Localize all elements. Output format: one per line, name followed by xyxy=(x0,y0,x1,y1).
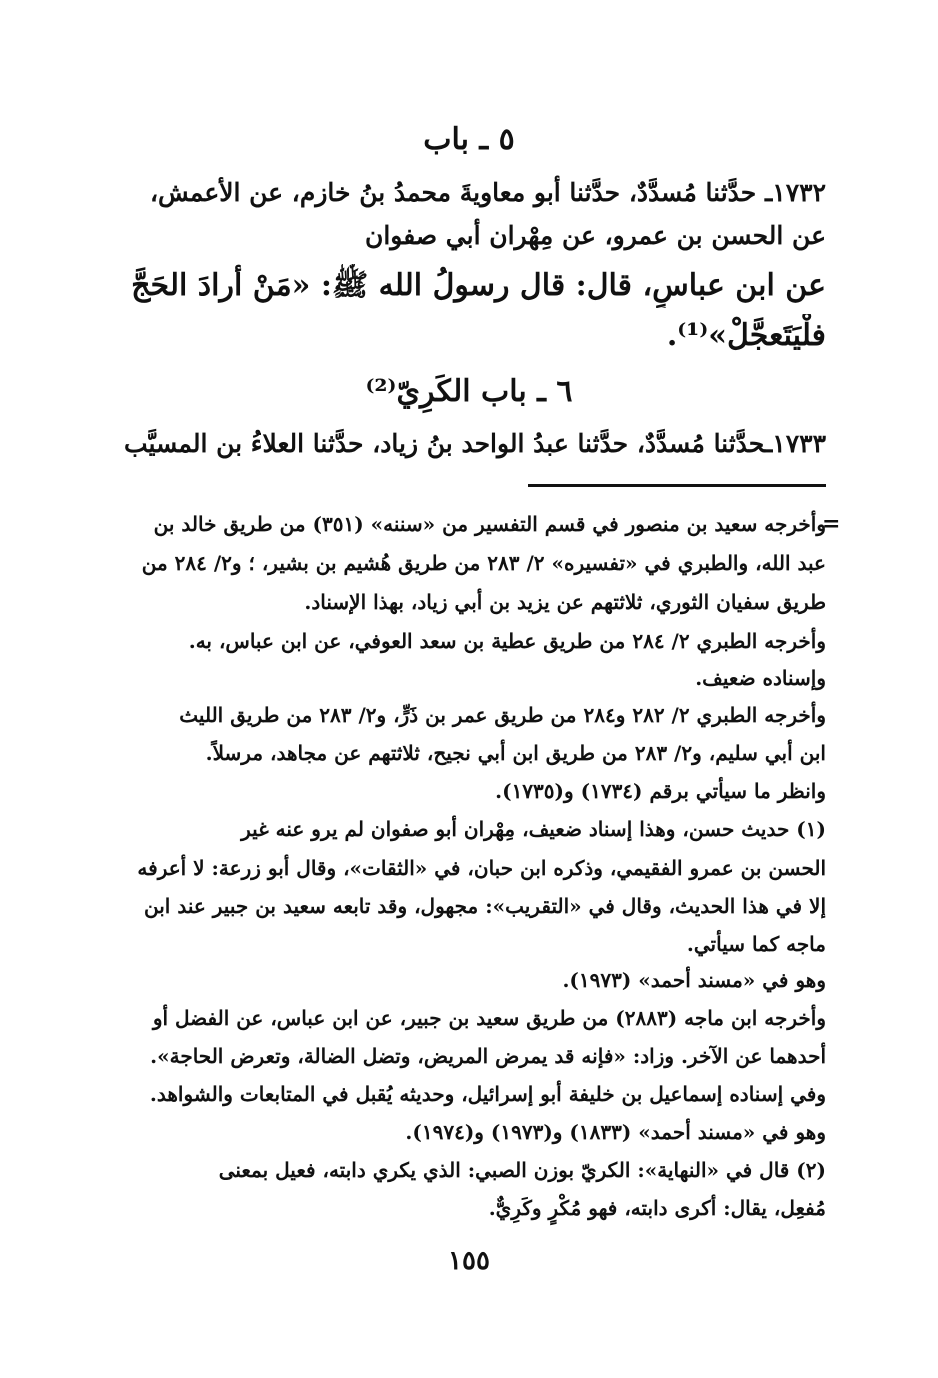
footnote-line: وهو في «مسند أحمد» (١٩٧٣). xyxy=(562,968,826,992)
footnote-line: طريق سفيان الثوري، ثلاثتهم عن يزيد بن أبي زياد، بهذا الإسناد. xyxy=(304,590,826,614)
footnote-line: وأخرجه ابن ماجه (٢٨٨٣) من طريق سعيد بن جبير، عن ابن عباس، عن الفضل أو xyxy=(152,1006,826,1030)
footnote-line: وانظر ما سيأتي برقم (١٧٣٤) و(١٧٣٥). xyxy=(495,779,826,803)
footnote-line: وإسناده ضعيف. xyxy=(695,666,826,690)
hadith-1732-isnad-line-1: ١٧٣٢ـ حدَّثنا مُسدَّدٌ، حدَّثنا أبو معاويةَ محمدُ بنُ خازم، عن الأعمش، xyxy=(149,178,826,207)
footnote-line: أحدهما عن الآخر. وزاد: «فإنه قد يمرض المريض، وتضل الضالة، وتعرض الحاجة». xyxy=(150,1044,826,1068)
hadith-1732-matn-line-2: فلْيَتَعجَّلْ»⁽¹⁾. xyxy=(666,318,826,353)
chapter-heading-6: ٦ ـ باب الكَرِيّ⁽²⁾ xyxy=(365,374,573,409)
hadith-1733-isnad-line: ١٧٣٣ـحدَّثنا مُسدَّدٌ، حدَّثنا عبدُ الواحد بنُ زياد، حدَّثنا العلاءُ بن المسيَّب xyxy=(124,429,826,458)
footnote-separator xyxy=(528,484,826,487)
footnote-line: وأخرجه الطبري ٢/ ٢٨٢ و٢٨٤ من طريق عمر بن ذَرٍّ، و٢/ ٢٨٣ من طريق الليث xyxy=(179,703,826,727)
footnote-line: (٢) قال في «النهاية»: الكريّ بوزن الصبي: الذي يكري دابته، فعيل بمعنى xyxy=(218,1158,826,1182)
hadith-1732-isnad-line-2: عن الحسن بن عمرو، عن مِهْران أبي صفوان xyxy=(365,221,826,250)
hadith-1732-matn-line-1: عن ابن عباسٍ، قال: قال رسولُ الله ﷺ: «مَنْ أرادَ الحَجَّ xyxy=(131,268,826,303)
footnote-line: (١) حديث حسن، وهذا إسناد ضعيف، مِهْران أبو صفوان لم يرو عنه غير xyxy=(241,817,826,841)
footnote-continuation-mark: = xyxy=(822,511,841,537)
chapter-heading-5: ٥ ـ باب xyxy=(423,122,515,157)
footnote-line: وفي إسناده إسماعيل بن خليفة أبو إسرائيل، وحديثه يُقبل في المتابعات والشواهد. xyxy=(149,1082,826,1106)
footnote-line: عبد الله، والطبري في «تفسيره» ٢/ ٢٨٣ من طريق هُشيم بن بشير، ؛ و٢/ ٢٨٤ من xyxy=(141,551,826,575)
footnote-line: الحسن بن عمرو الفقيمي، وذكره ابن حبان، في «الثقات»، وقال أبو زرعة: لا أعرفه xyxy=(137,856,826,880)
footnote-line: وأخرجه سعيد بن منصور في قسم التفسير من «سننه» (٣٥١) من طريق خالد بن xyxy=(153,512,826,536)
footnote-line: مُفعِل، يقال: أكرى دابته، فهو مُكْرٍ وكَرِيٌّ. xyxy=(488,1196,826,1220)
footnote-line: إلا في هذا الحديث، وقال في «التقريب»: مجهول، وقد تابعه سعيد بن جبير عند ابن xyxy=(144,894,826,918)
footnote-line: ماجه كما سيأتي. xyxy=(686,932,826,956)
footnote-line: وأخرجه الطبري ٢/ ٢٨٤ من طريق عطية بن سعد العوفي، عن ابن عباس، به. xyxy=(188,629,826,653)
page-number: ١٥٥ xyxy=(448,1246,490,1276)
footnote-line: وهو في «مسند أحمد» (١٨٣٣) و(١٩٧٣) و(١٩٧٤). xyxy=(405,1120,826,1144)
footnote-line: ابن أبي سليم، و٢/ ٢٨٣ من طريق ابن أبي نجيح، ثلاثتهم عن مجاهد، مرسلاً. xyxy=(205,741,826,765)
